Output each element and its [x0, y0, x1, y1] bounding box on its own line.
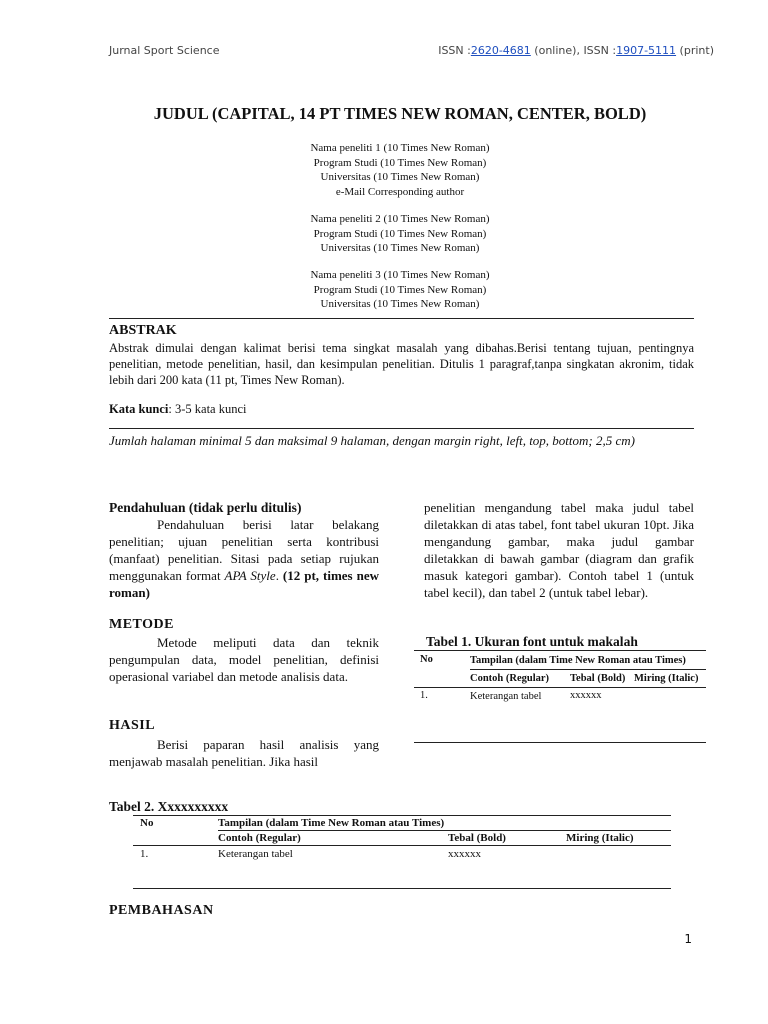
table2-sub-contoh: Contoh (Regular) — [218, 831, 448, 846]
author-prodi-1: Program Studi (10 Times New Roman) — [313, 156, 487, 169]
table-row — [414, 688, 706, 743]
author-name-1: Nama peneliti 1 (10 Times New Roman) — [310, 142, 490, 154]
pendahuluan-end: . — [275, 568, 279, 583]
author-univ-1: Universitas (10 Times New Roman) — [320, 171, 480, 183]
pendahuluan-text — [109, 516, 379, 601]
author-name-3: Nama peneliti 3 (10 Times New Roman) — [310, 269, 490, 281]
note-top-rule — [109, 428, 694, 429]
author-univ-3: Universitas (10 Times New Roman) — [320, 298, 480, 310]
author-prodi-2: Program Studi (10 Times New Roman) — [313, 227, 487, 240]
table1-sub-empty — [414, 670, 470, 688]
table1-col-no: No — [420, 654, 433, 665]
table2-row-no: 1. — [133, 846, 218, 889]
table2-sub-tebal: Tebal (Bold) — [448, 831, 566, 846]
table1-row-miring — [634, 688, 706, 743]
table1-subheader-row — [414, 670, 706, 688]
abstract-top-rule — [109, 318, 694, 319]
hasil-heading: HASIL — [109, 718, 156, 733]
pendahuluan-heading: Pendahuluan (tidak perlu ditulis) — [109, 500, 302, 515]
apa-style: APA Style — [224, 568, 276, 583]
issn-online-suffix: (online), ISSN : — [530, 44, 617, 57]
table2-grid — [133, 816, 671, 888]
metode-text: Metode meliputi data dan teknik pengumpulan data, model penelitian, definisi operasional variabel dan metode analisis data. — [109, 635, 379, 684]
table2-title: Tabel 2. Xxxxxxxxxx — [109, 799, 229, 814]
issn-print-link[interactable]: 1907-5111 — [616, 44, 677, 57]
page-note: Jumlah halaman minimal 5 dan maksimal 9 halaman, dengan margin right, left, top, bottom; 2,5 cm) — [109, 433, 635, 448]
table2-row-tebal: xxxxxx — [448, 846, 566, 889]
table-row — [133, 846, 671, 889]
pembahasan-heading: PEMBAHASAN — [109, 903, 214, 918]
hasil-text: Berisi paparan hasil analisis yang menjawab masalah penelitian. Jika hasil — [109, 737, 379, 769]
keywords-line — [109, 402, 247, 417]
table2-row-contoh: Keterangan tabel — [218, 846, 448, 889]
table2-col-span: Tampilan (dalam Time New Roman atau Times) — [218, 817, 445, 829]
keywords-label: Kata kunci — [109, 402, 169, 416]
table1-bottom-rule — [414, 742, 706, 743]
author-prodi-3: Program Studi (10 Times New Roman) — [313, 283, 487, 296]
abstract-heading: ABSTRAK — [109, 323, 177, 338]
issn-line — [438, 44, 714, 57]
author-block-2 — [200, 212, 600, 256]
table1-sub-miring: Miring (Italic) — [634, 670, 706, 688]
right-column-text: penelitian mengandung tabel maka judul tabel diletakkan di atas tabel, font tabel ukuran 10pt. Jika mengandung gambar, maka judul gambar diletakkan di bawah gambar (diagram dan grafik masuk kategori gambar). Contoh tabel 1 (untuk tabel kecil), dan tabel 2 (untuk tabel lebar). — [424, 500, 694, 600]
author-name-2: Nama peneliti 2 (10 Times New Roman) — [310, 213, 490, 225]
table1 — [414, 650, 706, 743]
issn-prefix-1: ISSN : — [438, 44, 471, 57]
table2-bottom-rule — [133, 888, 671, 889]
table1-row-tebal: xxxxxx — [570, 688, 634, 743]
pendahuluan-body: Pendahuluan berisi latar belakang penelitian; ujuan penelitian serta kontribusi (manfaat) penelitian. Sitasi pada setiap rujukan menggunakan format — [109, 517, 379, 583]
table1-grid — [414, 651, 706, 742]
issn-online-link[interactable]: 2620-4681 — [470, 44, 531, 57]
page-number: 1 — [684, 932, 692, 946]
table1-title: Tabel 1. Ukuran font untuk makalah — [426, 634, 638, 649]
table1-sub-tebal: Tebal (Bold) — [570, 670, 634, 688]
table2-row-miring — [566, 846, 671, 889]
paper-title: JUDUL (CAPITAL, 14 PT TIMES NEW ROMAN, CENTER, BOLD) — [153, 104, 647, 123]
table1-row-no: 1. — [414, 688, 470, 743]
journal-name: Jurnal Sport Science — [109, 44, 220, 57]
table2-header-row — [133, 816, 671, 831]
abstract-text: Abstrak dimulai dengan kalimat berisi tema singkat masalah yang dibahas.Berisi tentang tujuan, pentingnya penelitian, metode penelitian, hasil, dan kesimpulan penelitian. Ditulis 1 paragraf,tanpa singkatan akronim, tidak lebih dari 200 kata (11 pt, Times New Roman). — [109, 341, 694, 387]
issn-print-suffix: (print) — [676, 44, 714, 57]
keywords-value: : 3-5 kata kunci — [168, 402, 247, 416]
author-block-3 — [200, 268, 600, 312]
table2 — [133, 815, 671, 889]
author-univ-2: Universitas (10 Times New Roman) — [320, 242, 480, 254]
table1-header-row — [414, 651, 706, 670]
metode-heading: METODE — [109, 617, 174, 632]
table1-row-contoh: Keterangan tabel — [470, 688, 570, 743]
pendahuluan-font-note: (12 pt, times new roman) — [109, 568, 379, 600]
table1-sub-contoh: Contoh (Regular) — [470, 670, 570, 688]
author-block-1 — [200, 141, 600, 199]
author-email-1: e-Mail Corresponding author — [335, 185, 465, 198]
table2-subheader-row — [133, 831, 671, 846]
table2-sub-miring: Miring (Italic) — [566, 831, 671, 846]
table1-col-span: Tampilan (dalam Time New Roman atau Times) — [470, 655, 686, 666]
table2-col-no: No — [140, 817, 154, 829]
table2-sub-empty — [133, 831, 218, 846]
